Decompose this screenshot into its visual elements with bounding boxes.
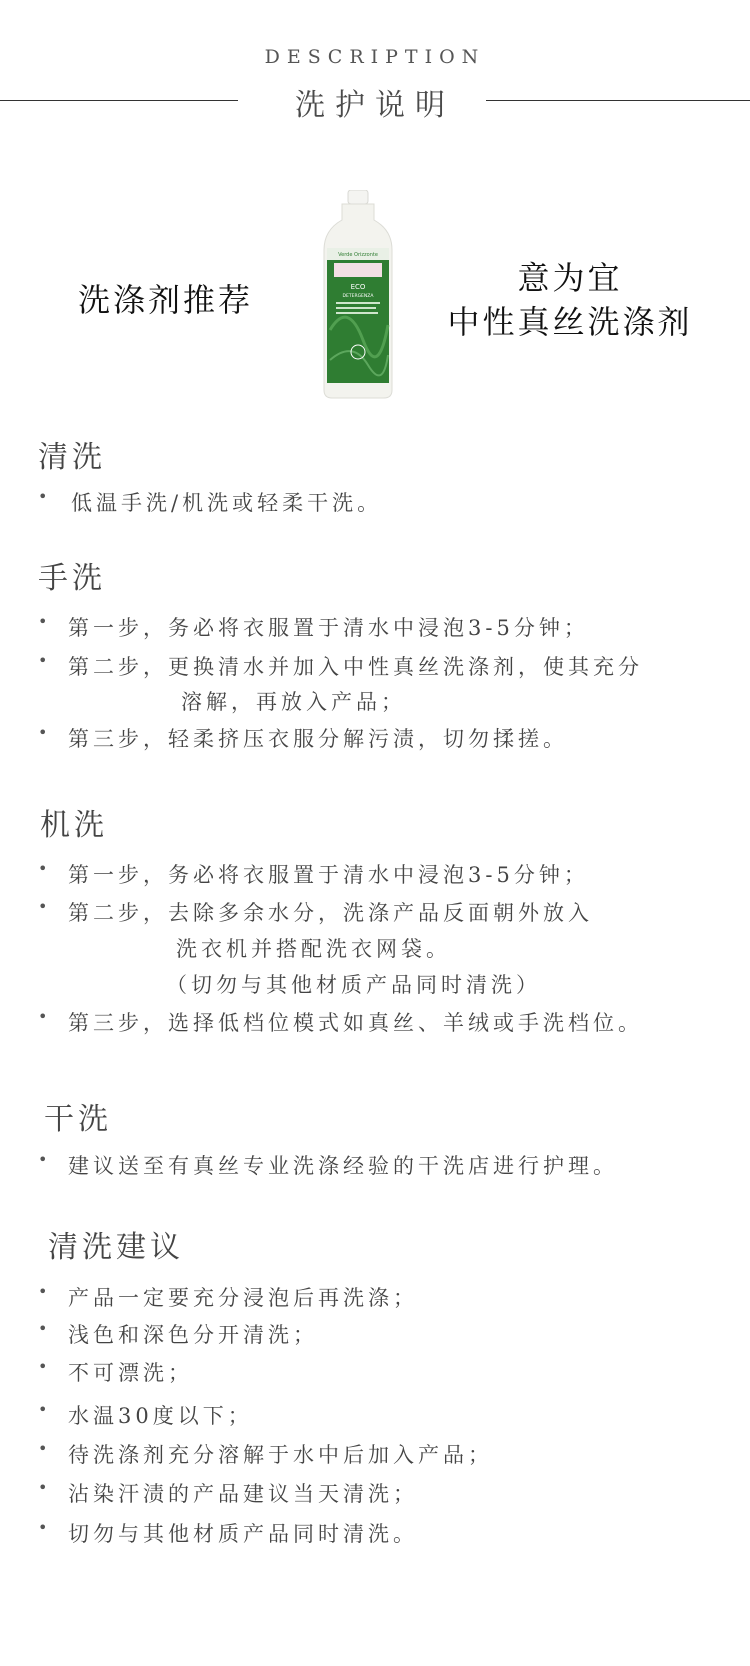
section-title-cleaning: 清洗 — [38, 440, 106, 475]
description-header — [0, 0, 750, 130]
header-divider-right — [486, 100, 750, 101]
recommend-product — [420, 256, 720, 344]
bottle-eco-text: ECO — [350, 283, 366, 291]
section-title-machine-wash: 机洗 — [40, 808, 108, 843]
bullet-icon: • — [38, 859, 52, 878]
section-title-advice: 清洗建议 — [48, 1230, 184, 1265]
bullet-icon: • — [38, 1007, 52, 1026]
bullet-icon: • — [38, 1518, 52, 1537]
bullet-icon: • — [38, 1282, 52, 1301]
bullet-icon: • — [38, 1357, 52, 1376]
bullet-icon: • — [38, 723, 52, 742]
bullet-icon: • — [38, 1400, 52, 1419]
detergent-bottle-image — [318, 190, 398, 400]
list-item-continuation: 洗衣机并搭配洗衣网袋。 — [176, 937, 451, 961]
bullet-icon: • — [38, 487, 52, 506]
bottle-detergenza-text: DETERGENZA — [342, 294, 374, 299]
list-item-note: （切勿与其他材质产品同时清洗） — [166, 973, 541, 997]
bullet-icon: • — [38, 612, 52, 631]
header-title-en: DESCRIPTION — [264, 46, 486, 68]
list-item-continuation: 溶解，再放入产品； — [181, 690, 406, 714]
section-title-dry-clean: 干洗 — [44, 1102, 112, 1137]
header-title-zh: 洗护说明 — [295, 88, 455, 123]
bottle-brand-text: Verde Orizzonte — [338, 252, 378, 258]
recommend-label: 洗涤剂推荐 — [78, 281, 254, 319]
section-title-hand-wash: 手洗 — [38, 561, 106, 596]
bullet-icon: • — [38, 1439, 52, 1458]
bullet-icon: • — [38, 897, 52, 916]
recommend-brand: 意为宜 — [517, 259, 623, 297]
bullet-icon: • — [38, 1478, 52, 1497]
bullet-icon: • — [38, 651, 52, 670]
bullet-icon: • — [38, 1319, 52, 1338]
recommend-product-name: 中性真丝洗涤剂 — [447, 303, 693, 341]
bullet-icon: • — [38, 1150, 52, 1169]
detergent-recommendation — [0, 180, 750, 400]
